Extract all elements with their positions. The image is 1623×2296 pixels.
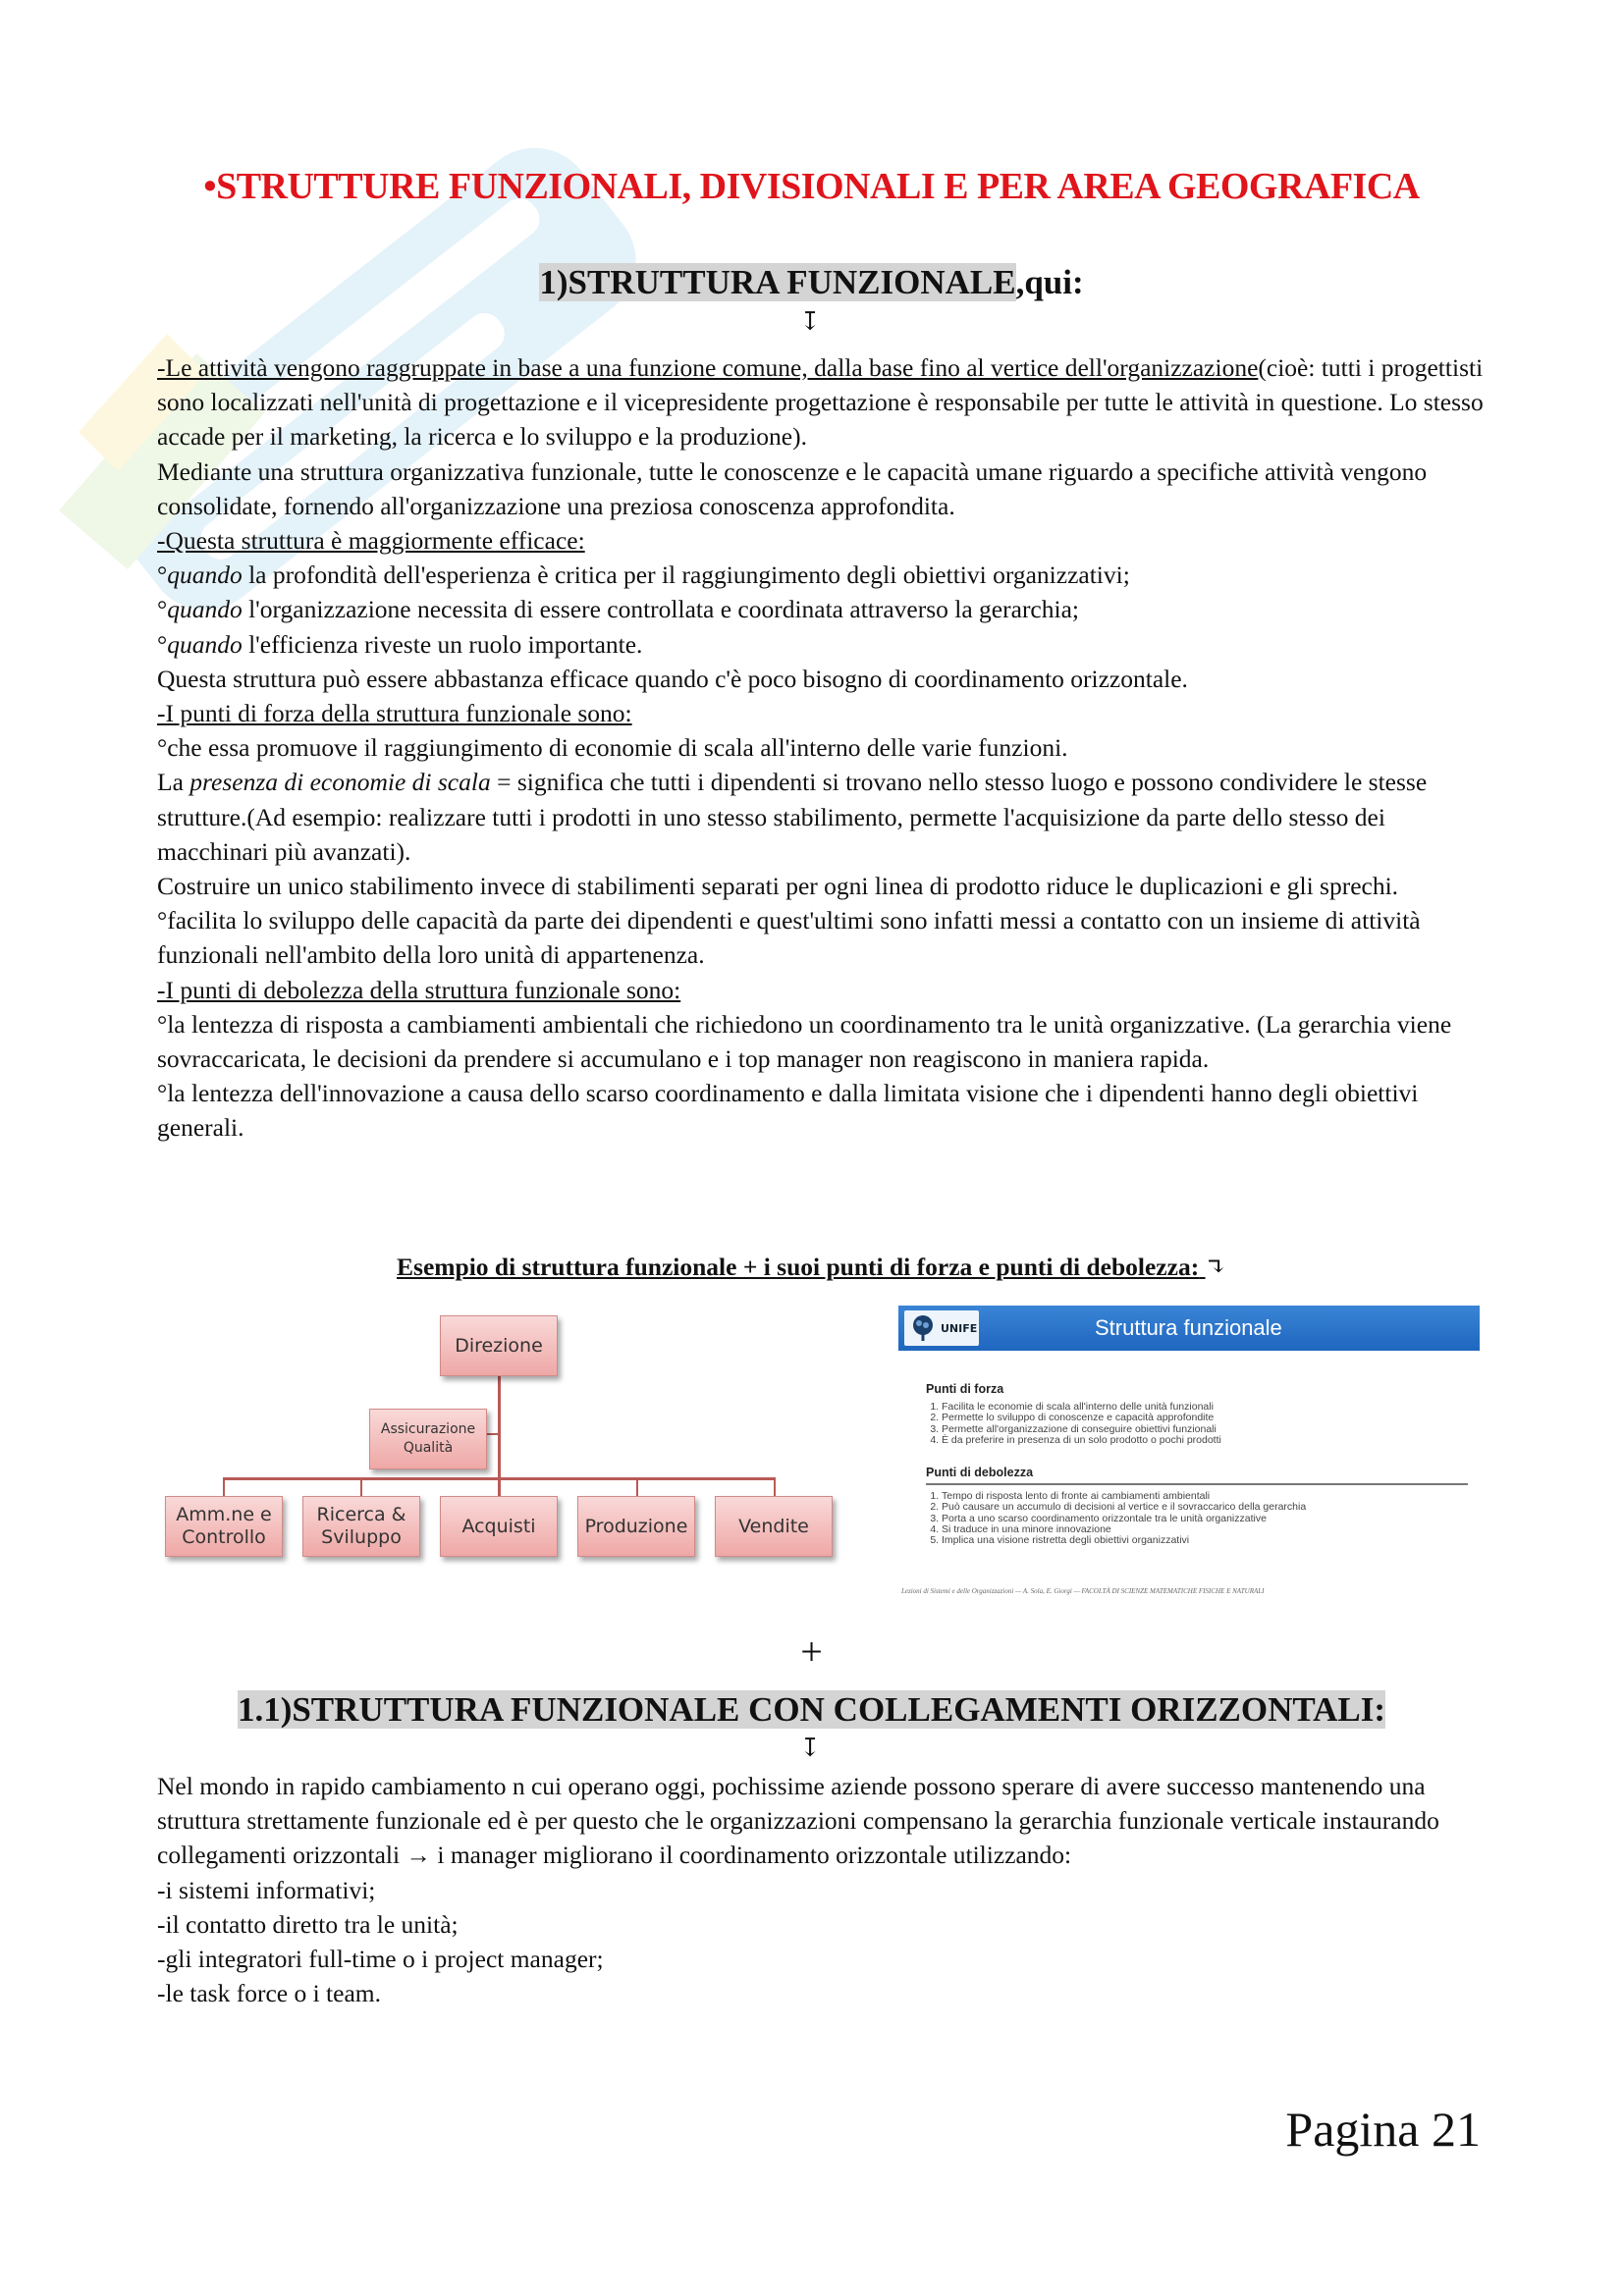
quando-label: quando (167, 629, 243, 659)
slide-weaknesses-list (926, 1491, 1306, 1546)
turn-arrow-icon: ↴ (1205, 1253, 1226, 1281)
strength-item: °facilita lo sviluppo delle capacità da parte dei dipendenti e quest'ultimi sono infatti messi a contatto con un insieme di attività funzionali nell'ambito della loro unità di appartenenza. (157, 906, 1421, 970)
slide-header (898, 1306, 1480, 1351)
section-heading-highlight: 1)STRUTTURA FUNZIONALE (539, 263, 1016, 301)
coordination-tool-item: -le task force o i team. (157, 1979, 381, 2008)
org-connector (498, 1374, 501, 1500)
weakness-item: °la lentezza dell'innovazione a causa dello scarso coordinamento e dalla limitata visione che i dipendenti hanno degli obiettivi generali. (157, 1079, 1419, 1143)
slide-strengths-title: Punti di forza (926, 1382, 1004, 1396)
logo-text: UNIFE (941, 1321, 978, 1335)
slide-weaknesses-title: Punti di debolezza (926, 1466, 1034, 1479)
efficacy-heading: -Questa struttura è maggiormente efficace: (157, 526, 585, 556)
efficacy-bullet-text: la profondità dell'esperienza è critica per il raggiungimento degli obiettivi organizzativi; (242, 561, 1130, 590)
slide-footer: Lezioni di Sistemi e delle Organizzazioni — A. Sola, E. Giorgi — FACOLTÀ DI SCIENZE MATEMATICHE FISICHE E NATURALI (901, 1587, 1265, 1595)
document-title: •STRUTTURE FUNZIONALI, DIVISIONALI E PER AREA GEOGRAFICA (203, 166, 1420, 207)
efficacy-bullet (157, 558, 1492, 592)
tree-logo-icon (908, 1313, 938, 1343)
down-arrow-icon: ↧ (799, 307, 821, 336)
org-box-acquisti: Acquisti (440, 1496, 558, 1557)
slide-figure (898, 1306, 1480, 1600)
page-number: Pagina 21 (1285, 2102, 1481, 2157)
org-box-produzione: Produzione (577, 1496, 695, 1557)
paragraph-horizontal-links: Nel mondo in rapido cambiamento n cui operano oggi, pochissime aziende possono sperare di avere successo mantenendo una struttura strettamente funzionale ed è per questo che le organizzazioni compensano la gerarchia funzionale verticale instaurando collegamenti orizzontali → i manager migliorano il coordinamento orizzontale utilizzando: (157, 1772, 1439, 1870)
bullet-marker: ° (157, 629, 168, 659)
economies-definition: = significa che tutti i dipendenti si trovano nello stesso luogo e possono condividere le stesse strutture.(Ad esempio: realizzare tutti i prodotti in uno stesso stabilimento, permette l'acquisizione da parte dello stesso dei macchinari più avanzati). (157, 768, 1428, 866)
slide-strength-item: 2. Permette lo sviluppo di conoscenze e capacità approfondite (942, 1413, 1221, 1423)
org-box-ricerca-sviluppo: Ricerca & Sviluppo (302, 1496, 420, 1557)
example-caption-text: Esempio di struttura funzionale + i suoi punti di forza e punti di debolezza: (397, 1253, 1200, 1281)
slide-strength-item: 1. Facilita le economie di scala all'interno delle unità funzionali (942, 1402, 1221, 1413)
org-box-assicurazione-qualita: Assicurazione Qualità (369, 1409, 487, 1469)
plus-sign: + (800, 1629, 823, 1674)
slide-strength-item: 3. Permette all'organizzazione di conseguire obiettivi funzionali (942, 1424, 1221, 1435)
slide-weakness-item: 5. Implica una visione ristretta degli obiettivi organizzativi (942, 1535, 1306, 1546)
slide-weakness-item: 3. Porta a uno scarso coordinamento orizzontale tra le unità organizzative (942, 1514, 1306, 1524)
down-arrow-icon: ↧ (799, 1734, 821, 1762)
org-connector (360, 1477, 362, 1497)
slide-strengths-list (926, 1402, 1221, 1446)
section-heading-highlight: 1.1)STRUTTURA FUNZIONALE CON COLLEGAMENTI ORIZZONTALI: (237, 1690, 1386, 1729)
paragraph-consolidation: Mediante una struttura organizzativa funzionale, tutte le conoscenze e le capacità umane riguardo a specifiche attività vengono consolidate, fornendo all'organizzazione una preziosa conoscenza approfondita. (157, 456, 1428, 520)
section-heading-struttura-funzionale (0, 263, 1623, 302)
efficacy-bullet-text: l'efficienza riveste un ruolo importante. (242, 629, 643, 659)
slide-weakness-item: 1. Tempo di risposta lento di fronte ai cambiamenti ambientali (942, 1491, 1306, 1502)
org-connector (223, 1477, 225, 1497)
section-heading-collegamenti-orizzontali (0, 1690, 1623, 1730)
section-heading-suffix: ,qui: (1015, 263, 1084, 301)
efficacy-bullet (157, 627, 1492, 662)
strengths-heading: -I punti di forza della struttura funzionale sono: (157, 699, 632, 728)
org-box-direzione: Direzione (440, 1315, 558, 1376)
org-chart-figure (157, 1313, 844, 1569)
slide-weakness-item: 2. Può causare un accumulo di decisioni al vertice e il sovraccarico della gerarchia (942, 1502, 1306, 1513)
coordination-tool-item: -gli integratori full-time o i project manager; (157, 1945, 604, 1974)
paragraph-single-plant: Costruire un unico stabilimento invece di stabilimenti separati per ogni linea di prodotto riduce le duplicazioni e gli sprechi. (157, 872, 1399, 901)
section2-body (157, 1769, 1492, 2010)
university-logo (904, 1310, 979, 1346)
org-connector (774, 1477, 776, 1497)
quando-label: quando (167, 595, 243, 624)
weakness-item: °la lentezza di risposta a cambiamenti ambientali che richiedono un coordinamento tra le unità organizzative. (La gerarchia viene sovraccaricata, le decisioni da prendere si accumulano e i top manager non reagiscono in maniera rapida. (157, 1009, 1452, 1074)
quando-label: quando (167, 561, 243, 590)
economies-prefix: La (157, 768, 190, 797)
definition-underlined: -Le attività vengono raggruppate in base a una funzione comune, dalla base fino al vertice dell'organizzazione (157, 353, 1259, 382)
economies-term: presenza di economie di scala (189, 768, 491, 797)
coordination-tool-item: -il contatto diretto tra le unità; (157, 1909, 459, 1939)
efficacy-bullet (157, 592, 1492, 626)
org-connector (223, 1477, 776, 1480)
paragraph-horizontal-coordination: Questa struttura può essere abbastanza efficace quando c'è poco bisogno di coordinamento orizzontale. (157, 664, 1188, 693)
slide-strength-item: 4. È da preferire in presenza di un solo prodotto o pochi prodotti (942, 1435, 1221, 1446)
efficacy-bullet-text: l'organizzazione necessita di essere controllata e coordinata attraverso la gerarchia; (242, 595, 1079, 624)
strength-item: °che essa promuove il raggiungimento di economie di scala all'interno delle varie funzioni. (157, 733, 1068, 763)
weaknesses-heading: -I punti di debolezza della struttura funzionale sono: (157, 975, 681, 1004)
org-connector (636, 1477, 638, 1497)
section1-body (157, 350, 1492, 1146)
coordination-tool-item: -i sistemi informativi; (157, 1875, 376, 1904)
org-box-vendite: Vendite (715, 1496, 833, 1557)
paragraph-economies-of-scale (157, 765, 1492, 869)
slide-title: Struttura funzionale (1095, 1315, 1282, 1340)
slide-weakness-item: 4. Si traduce in una minore innovazione (942, 1524, 1306, 1535)
definition-rest: (cioè: tutti i progettisti sono localizzati nell'unità di progettazione e il vicepresidente progettazione è responsabile per tutte le attività in questione. Lo stesso accade per il marketing, la ricerca e lo sviluppo e la produzione). (157, 353, 1484, 452)
bullet-marker: ° (157, 595, 168, 624)
paragraph-definition (157, 350, 1492, 454)
org-box-amministrazione: Amm.ne e Controllo (165, 1496, 283, 1557)
slide-divider (926, 1483, 1468, 1485)
example-caption (0, 1253, 1623, 1282)
bullet-marker: ° (157, 561, 168, 590)
